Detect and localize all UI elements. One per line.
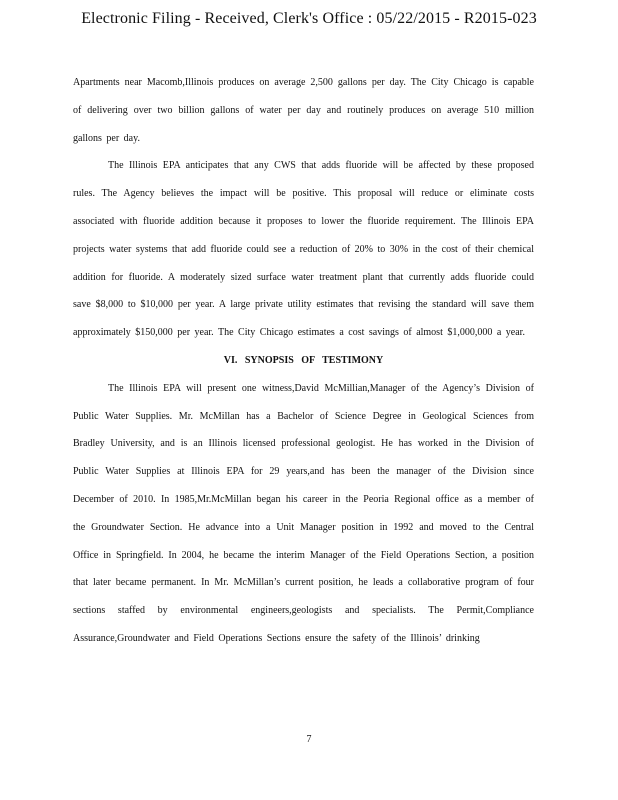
section-heading: VI. SYNOPSIS OF TESTIMONY — [223, 354, 384, 366]
paragraph-water-production: Apartments near Macomb,Illinois produces on average 2,500 gallons per day. The City Chicago is capable of delivering over two billion gallons of water per day and routinely produces on average 510 million gallons per day. — [73, 77, 534, 144]
paragraph-fluoride-impact: The Illinois EPA anticipates that any CWS that adds fluoride will be affected by these proposed rules. The Agency believes the impact will be positive. This proposal will reduce or eliminate costs associated with fluoride addition because it proposes to lower the fluoride requirement. The Illinois EPA projects water systems that add fluoride could see a reduction of 20% to 30% in the cost of their chemical addition for fluoride. A moderately sized surface water treatment plant that currently adds fluoride could save $8,000 to $10,000 per year. A large private utility estimates that revising the standard will save them approximately $150,000 per year. The City Chicago estimates a cost savings of almost $1,000,000 a year. — [73, 160, 534, 339]
page-number: 7 — [306, 734, 312, 745]
document-body — [73, 69, 534, 653]
filing-stamp-header: Electronic Filing - Received, Clerk's Office : 05/22/2015 - R2015-023 — [81, 10, 537, 27]
paragraph-testimony-synopsis: The Illinois EPA will present one witness,David McMillian,Manager of the Agency’s Division of Public Water Supplies. Mr. McMillan has a Bachelor of Science Degree in Geological Sciences from Bradley University, and is an Illinois licensed professional geologist. He has worked in the Division of Public Water Supplies at Illinois EPA for 29 years,and has been the manager of the Division since December of 2010. In 1985,Mr.McMillan began his career in the Peoria Regional office as a member of the Groundwater Section. He advance into a Unit Manager position in 1992 and moved to the Central Office in Springfield. In 2004, he became the interim Manager of the Field Operations Section, a position that later became permanent. In Mr. McMillan’s current position, he leads a collaborative program of four sections staffed by environmental engineers,geologists and specialists. The Permit,Compliance Assurance,Groundwater and Field Operations Sections ensure the safety of the Illinois’ drinking — [73, 382, 534, 644]
